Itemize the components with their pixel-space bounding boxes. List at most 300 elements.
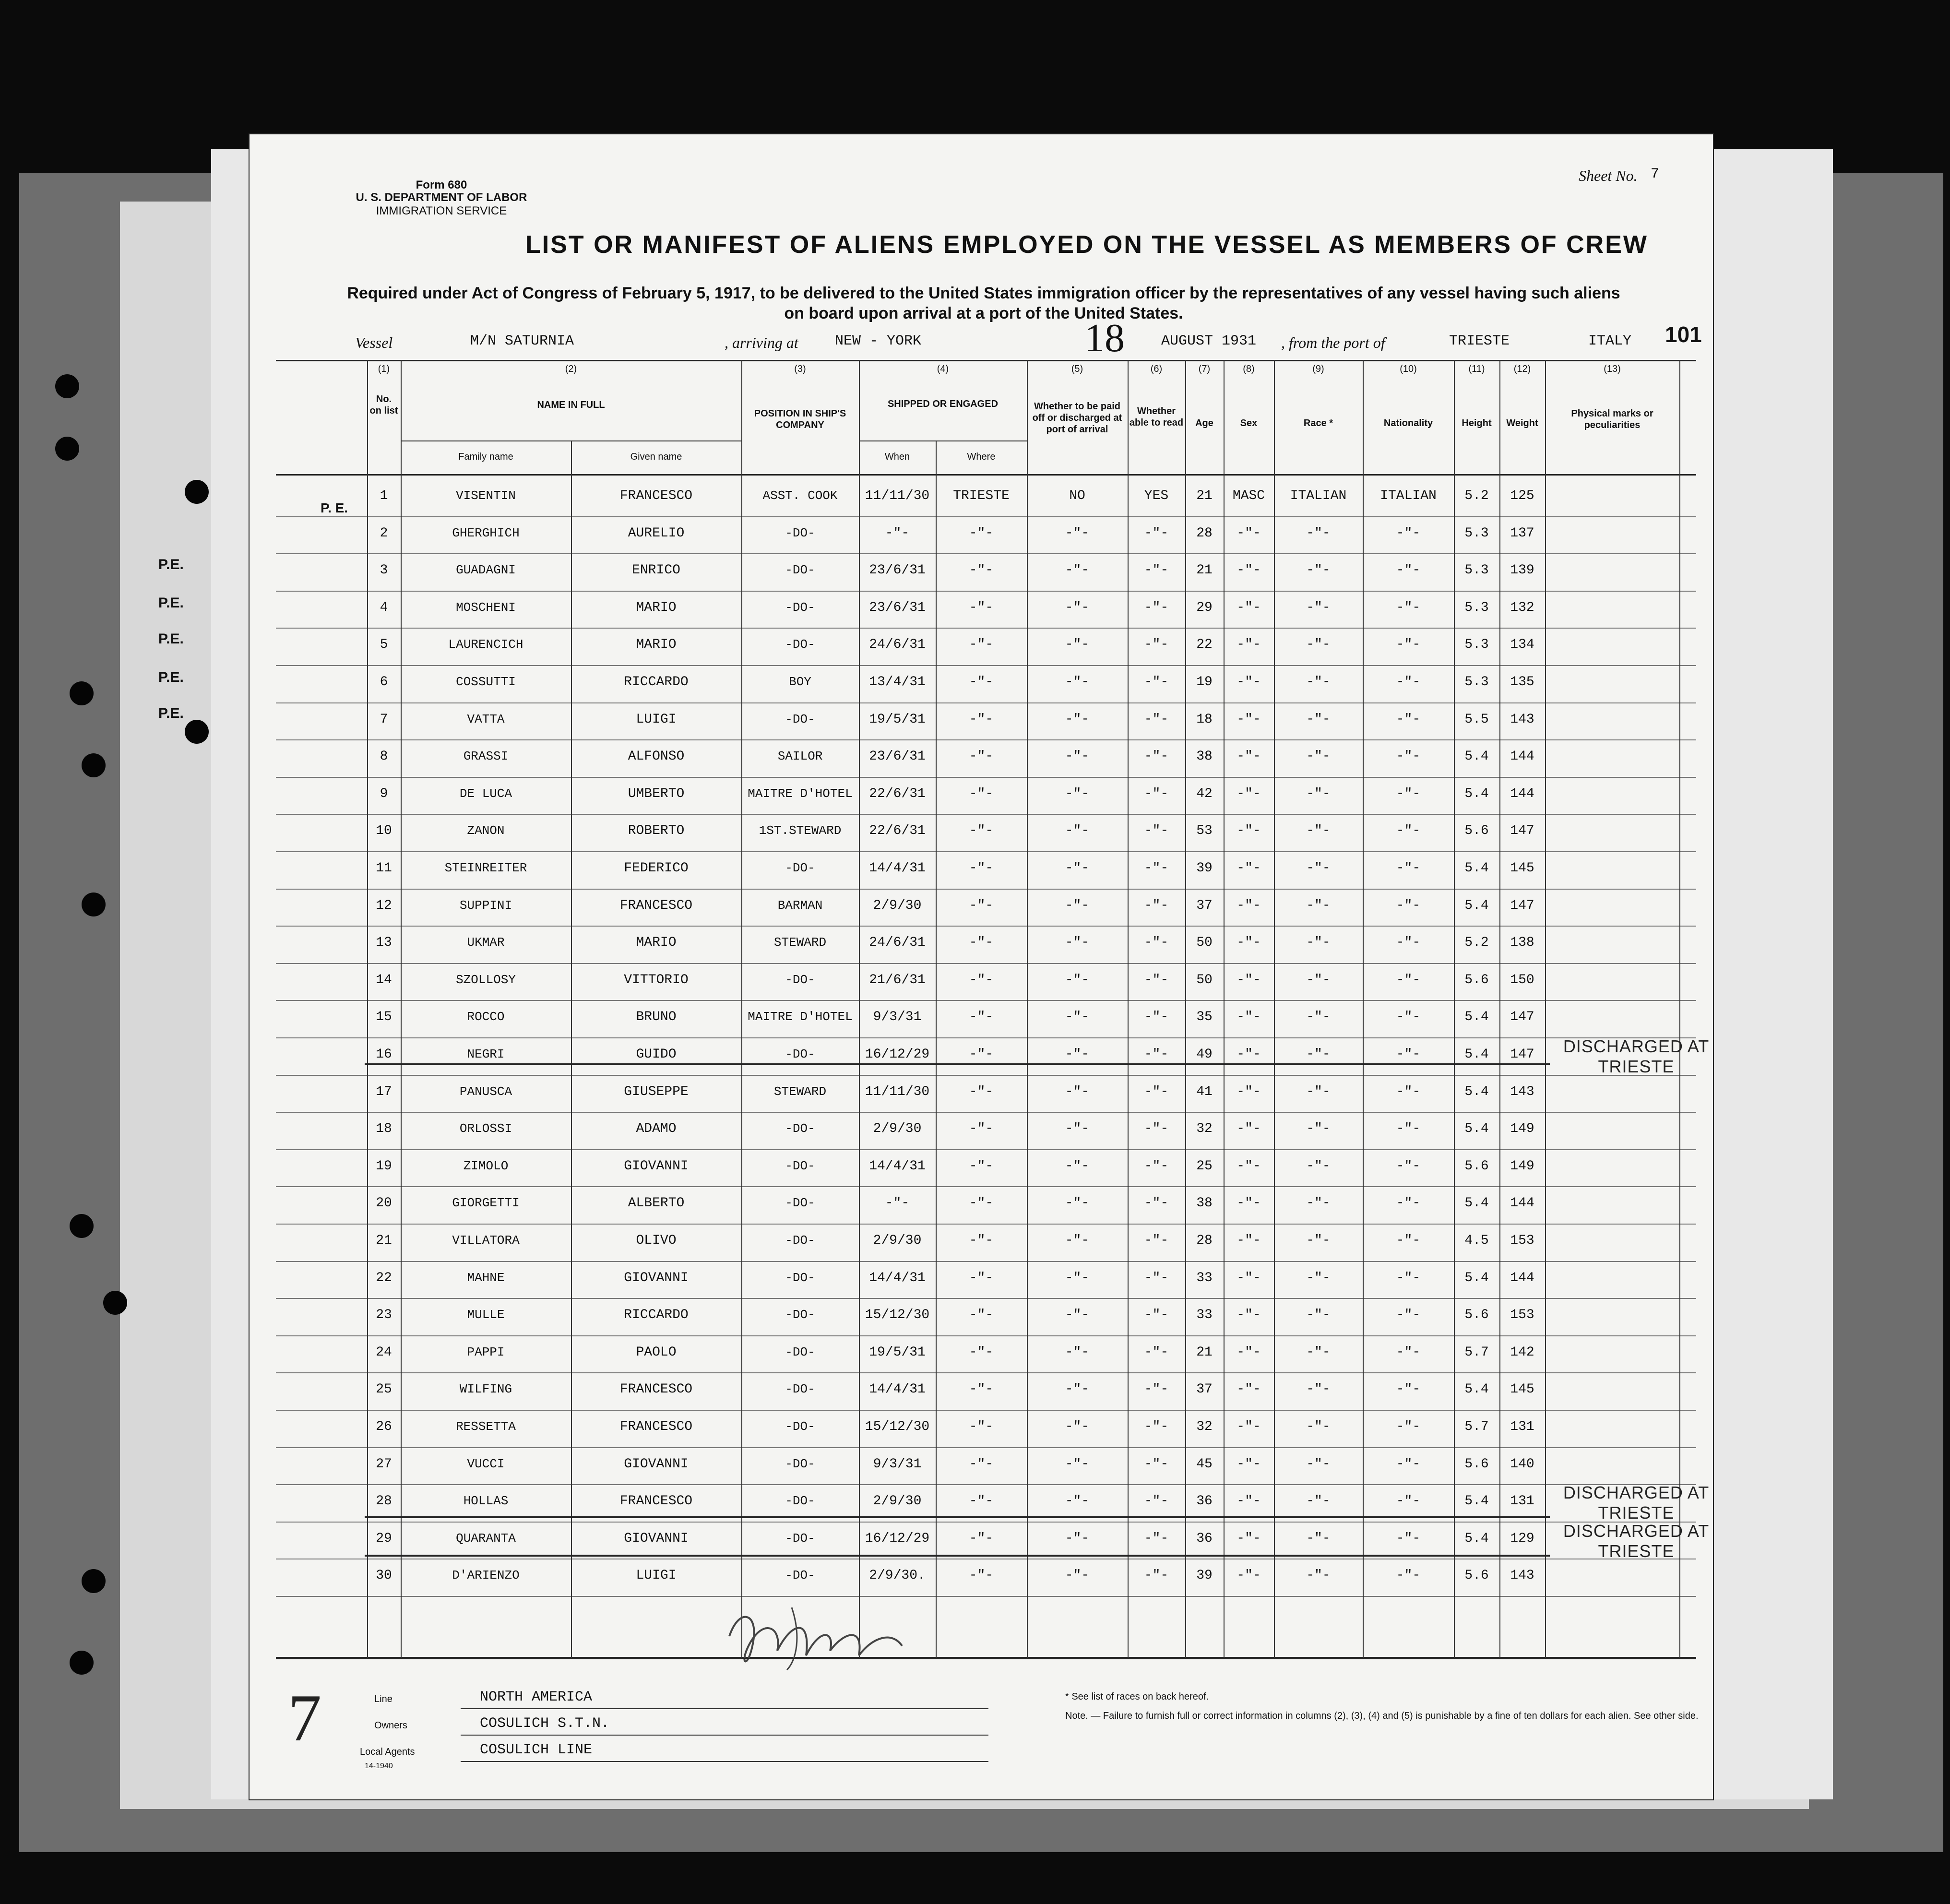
requirement-line-2: on board upon arrival at a port of the United States. bbox=[784, 304, 1183, 322]
line-label: Line bbox=[374, 1694, 392, 1704]
cell-paid: -"- bbox=[1065, 1270, 1090, 1285]
strike-line-row-28 bbox=[365, 1516, 1550, 1518]
cell-height: 5.3 bbox=[1464, 675, 1489, 690]
cell-height: 5.3 bbox=[1464, 600, 1489, 615]
cell-position: -DO- bbox=[785, 1382, 815, 1397]
cell-read: -"- bbox=[1144, 1568, 1169, 1583]
cell-position: -DO- bbox=[785, 525, 815, 540]
header-name-in-full: NAME IN FULL bbox=[537, 400, 605, 410]
cell-sex: -"- bbox=[1237, 1233, 1261, 1248]
cell-age: 21 bbox=[1196, 1345, 1213, 1360]
cell-family: SUPPINI bbox=[459, 898, 512, 913]
cell-no: 16 bbox=[376, 1047, 392, 1062]
cell-weight: 144 bbox=[1510, 749, 1534, 764]
cell-given: LUIGI bbox=[636, 1568, 677, 1583]
cell-age: 21 bbox=[1196, 563, 1213, 578]
cell-age: 37 bbox=[1196, 898, 1213, 913]
cell-no: 5 bbox=[380, 637, 388, 653]
cell-where: -"- bbox=[969, 1382, 994, 1397]
cell-position: STEWARD bbox=[773, 1084, 827, 1099]
cell-weight: 153 bbox=[1510, 1308, 1534, 1323]
cell-read: -"- bbox=[1144, 1233, 1169, 1248]
cell-age: 29 bbox=[1196, 600, 1213, 615]
cell-no: 11 bbox=[376, 861, 392, 876]
strike-line-row-29 bbox=[365, 1555, 1550, 1557]
cell-paid: -"- bbox=[1065, 563, 1090, 578]
cell-where: -"- bbox=[969, 600, 994, 615]
header-nationality: Nationality bbox=[1383, 418, 1433, 428]
cell-paid: -"- bbox=[1065, 600, 1090, 615]
pe-margin-mark: P.E. bbox=[158, 669, 184, 685]
cell-position: -DO- bbox=[785, 1308, 815, 1322]
cell-height: 4.5 bbox=[1464, 1233, 1489, 1248]
cell-nationality: -"- bbox=[1396, 1419, 1421, 1434]
cell-no: 8 bbox=[380, 749, 388, 764]
cell-height: 5.4 bbox=[1464, 749, 1489, 764]
cell-race: -"- bbox=[1306, 1345, 1331, 1360]
column-rule bbox=[1679, 360, 1680, 1658]
cell-read: -"- bbox=[1144, 563, 1169, 578]
cell-family: ROCCO bbox=[467, 1010, 505, 1024]
departure-country: ITALY bbox=[1588, 333, 1632, 349]
cell-position: -DO- bbox=[785, 1158, 815, 1173]
cell-weight: 143 bbox=[1510, 712, 1534, 727]
cell-position: -DO- bbox=[785, 1531, 815, 1546]
stamp-text: DISCHARGED AT bbox=[1563, 1521, 1710, 1541]
cell-race: -"- bbox=[1306, 600, 1331, 615]
cell-when: 13/4/31 bbox=[869, 675, 926, 690]
cell-given: RICCARDO bbox=[624, 675, 689, 690]
handwritten-margin-mark: 7 bbox=[288, 1681, 321, 1755]
col-number-10: (10) bbox=[1400, 364, 1417, 374]
cell-height: 5.6 bbox=[1464, 1158, 1489, 1174]
pe-margin-mark: P. E. bbox=[321, 500, 348, 515]
cell-when: 14/4/31 bbox=[869, 861, 926, 876]
cell-sex: -"- bbox=[1237, 1494, 1261, 1509]
cell-weight: 142 bbox=[1510, 1345, 1534, 1360]
cell-height: 5.4 bbox=[1464, 1270, 1489, 1285]
cell-given: FRANCESCO bbox=[619, 488, 693, 503]
cell-where: -"- bbox=[969, 1010, 994, 1025]
cell-paid: -"- bbox=[1065, 1233, 1090, 1248]
cell-age: 36 bbox=[1196, 1494, 1213, 1509]
cell-paid: -"- bbox=[1065, 712, 1090, 727]
cell-where: -"- bbox=[969, 898, 994, 913]
cell-paid: -"- bbox=[1065, 1121, 1090, 1137]
cell-where: -"- bbox=[969, 861, 994, 876]
column-rule bbox=[1027, 360, 1028, 1658]
pe-margin-mark: P.E. bbox=[158, 595, 184, 611]
cell-family: ORLOSSI bbox=[459, 1121, 512, 1136]
cell-race: -"- bbox=[1306, 1308, 1331, 1323]
cell-position: -DO- bbox=[785, 1568, 815, 1583]
cell-paid: -"- bbox=[1065, 1010, 1090, 1025]
cell-where: -"- bbox=[969, 1084, 994, 1099]
cell-family: RESSETTA bbox=[456, 1419, 516, 1434]
cell-read: -"- bbox=[1144, 1456, 1169, 1472]
cell-weight: 140 bbox=[1510, 1456, 1534, 1472]
cell-race: -"- bbox=[1306, 1121, 1331, 1137]
cell-sex: -"- bbox=[1237, 1456, 1261, 1472]
cell-when: 9/3/31 bbox=[873, 1456, 922, 1472]
cell-paid: -"- bbox=[1065, 637, 1090, 653]
cell-age: 25 bbox=[1196, 1158, 1213, 1174]
cell-weight: 129 bbox=[1510, 1531, 1534, 1546]
cell-given: FRANCESCO bbox=[619, 898, 693, 913]
cell-given: MARIO bbox=[636, 600, 677, 615]
cell-nationality: -"- bbox=[1396, 1196, 1421, 1211]
cell-race: -"- bbox=[1306, 1047, 1331, 1062]
cell-when: 11/11/30 bbox=[865, 488, 930, 503]
cell-given: ALFONSO bbox=[628, 749, 685, 764]
row-rule bbox=[276, 739, 1696, 740]
cell-when: -"- bbox=[885, 525, 910, 541]
cell-when: 21/6/31 bbox=[869, 972, 926, 988]
cell-given: FRANCESCO bbox=[619, 1494, 693, 1509]
cell-no: 22 bbox=[376, 1270, 392, 1285]
cell-sex: -"- bbox=[1237, 563, 1261, 578]
cell-age: 50 bbox=[1196, 972, 1213, 988]
column-rule bbox=[1274, 360, 1275, 1658]
cell-where: -"- bbox=[969, 1196, 994, 1211]
binder-hole bbox=[70, 681, 94, 705]
cell-nationality: -"- bbox=[1396, 1047, 1421, 1062]
cell-no: 6 bbox=[380, 675, 388, 690]
column-rule bbox=[859, 360, 860, 1658]
header-sex: Sex bbox=[1240, 418, 1258, 428]
cell-no: 9 bbox=[380, 786, 388, 801]
cell-no: 27 bbox=[376, 1456, 392, 1472]
cell-position: -DO- bbox=[785, 1494, 815, 1509]
cell-family: WILFING bbox=[459, 1382, 512, 1397]
cell-family: ZANON bbox=[467, 823, 505, 838]
stamp-text: TRIESTE bbox=[1598, 1503, 1675, 1523]
requirement-line-1: Required under Act of Congress of February 5, 1917, to be delivered to the United States immigration officer by the representatives of any vessel having such aliens bbox=[347, 284, 1620, 302]
cell-nationality: -"- bbox=[1396, 786, 1421, 801]
cell-given: RICCARDO bbox=[624, 1308, 689, 1323]
cell-weight: 131 bbox=[1510, 1494, 1534, 1509]
cell-age: 36 bbox=[1196, 1531, 1213, 1546]
cell-no: 1 bbox=[380, 488, 388, 503]
cell-read: -"- bbox=[1144, 749, 1169, 764]
row-rule bbox=[276, 1522, 1696, 1523]
cell-height: 5.5 bbox=[1464, 712, 1489, 727]
header-able-to-read: Whether able to read bbox=[1129, 406, 1184, 428]
cell-sex: -"- bbox=[1237, 1419, 1261, 1434]
cell-where: -"- bbox=[969, 1568, 994, 1583]
cell-paid: -"- bbox=[1065, 935, 1090, 951]
cell-paid: -"- bbox=[1065, 1196, 1090, 1211]
cell-height: 5.6 bbox=[1464, 1456, 1489, 1472]
cell-sex: -"- bbox=[1237, 861, 1261, 876]
cell-given: ALBERTO bbox=[628, 1196, 685, 1211]
cell-race: -"- bbox=[1306, 525, 1331, 541]
cell-sex: -"- bbox=[1237, 1531, 1261, 1546]
cell-read: -"- bbox=[1144, 861, 1169, 876]
cell-when: 14/4/31 bbox=[869, 1158, 926, 1174]
cell-position: -DO- bbox=[785, 1270, 815, 1285]
col-number-7: (7) bbox=[1198, 364, 1211, 374]
cell-nationality: -"- bbox=[1396, 1084, 1421, 1099]
row-rule bbox=[276, 1224, 1696, 1225]
cell-position: ASST. COOK bbox=[762, 488, 838, 503]
page-number: 101 bbox=[1665, 322, 1702, 347]
discharged-stamp bbox=[1559, 1483, 1713, 1523]
cell-position: -DO- bbox=[785, 1047, 815, 1061]
row-rule bbox=[276, 1298, 1696, 1299]
cell-where: -"- bbox=[969, 823, 994, 839]
header-family-name: Family name bbox=[458, 452, 513, 462]
cell-nationality: -"- bbox=[1396, 637, 1421, 653]
cell-weight: 147 bbox=[1510, 898, 1534, 913]
cell-weight: 135 bbox=[1510, 675, 1534, 690]
arrival-date: AUGUST 1931 bbox=[1161, 333, 1257, 349]
binder-hole bbox=[55, 374, 79, 398]
cell-given: GIOVANNI bbox=[624, 1456, 689, 1472]
cell-sex: -"- bbox=[1237, 1047, 1261, 1062]
cell-read: -"- bbox=[1144, 637, 1169, 653]
cell-read: -"- bbox=[1144, 1158, 1169, 1174]
owners-label: Owners bbox=[374, 1720, 407, 1731]
cell-given: MARIO bbox=[636, 935, 677, 951]
cell-race: ITALIAN bbox=[1290, 488, 1347, 503]
col-number-1: (1) bbox=[378, 364, 390, 374]
sheet-number-label: Sheet No. bbox=[1579, 167, 1638, 184]
cell-read: -"- bbox=[1144, 1047, 1169, 1062]
cell-weight: 143 bbox=[1510, 1084, 1534, 1099]
cell-where: -"- bbox=[969, 1270, 994, 1285]
cell-when: 14/4/31 bbox=[869, 1382, 926, 1397]
cell-family: VISENTIN bbox=[456, 488, 516, 503]
cell-when: 23/6/31 bbox=[869, 600, 926, 615]
row-rule bbox=[276, 1149, 1696, 1150]
cell-weight: 144 bbox=[1510, 1270, 1534, 1285]
column-rule bbox=[571, 441, 572, 1658]
cell-height: 5.4 bbox=[1464, 1084, 1489, 1099]
requirement-text bbox=[278, 283, 1689, 323]
cell-paid: -"- bbox=[1065, 1419, 1090, 1434]
cell-height: 5.7 bbox=[1464, 1345, 1489, 1360]
header-where: Where bbox=[967, 452, 996, 462]
cell-when: 16/12/29 bbox=[865, 1047, 930, 1062]
row-rule bbox=[276, 1261, 1696, 1262]
cell-height: 5.4 bbox=[1464, 1494, 1489, 1509]
cell-age: 39 bbox=[1196, 1568, 1213, 1583]
binder-hole bbox=[82, 753, 106, 777]
row-rule bbox=[276, 889, 1696, 890]
cell-position: BOY bbox=[789, 675, 811, 689]
cell-height: 5.6 bbox=[1464, 823, 1489, 839]
cell-when: 22/6/31 bbox=[869, 823, 926, 839]
cell-height: 5.3 bbox=[1464, 563, 1489, 578]
cell-age: 22 bbox=[1196, 637, 1213, 653]
binder-hole bbox=[82, 892, 106, 916]
cell-paid: -"- bbox=[1065, 1456, 1090, 1472]
col-number-2: (2) bbox=[565, 364, 577, 374]
cell-given: UMBERTO bbox=[628, 786, 685, 801]
cell-when: 9/3/31 bbox=[873, 1010, 922, 1025]
cell-age: 37 bbox=[1196, 1382, 1213, 1397]
cell-family: D'ARIENZO bbox=[452, 1568, 520, 1583]
cell-age: 28 bbox=[1196, 1233, 1213, 1248]
cell-nationality: -"- bbox=[1396, 861, 1421, 876]
cell-family: STEINREITER bbox=[444, 861, 527, 875]
col-number-11: (11) bbox=[1468, 364, 1485, 374]
cell-family: COSSUTTI bbox=[456, 675, 516, 689]
cell-paid: -"- bbox=[1065, 1308, 1090, 1323]
arriving-label: , arriving at bbox=[725, 334, 798, 351]
cell-family: VUCCI bbox=[467, 1456, 505, 1471]
cell-sex: -"- bbox=[1237, 823, 1261, 839]
cell-height: 5.2 bbox=[1464, 488, 1489, 503]
cell-when: 23/6/31 bbox=[869, 749, 926, 764]
cell-age: 18 bbox=[1196, 712, 1213, 727]
cell-where: -"- bbox=[969, 749, 994, 764]
cell-no: 18 bbox=[376, 1121, 392, 1137]
cell-age: 49 bbox=[1196, 1047, 1213, 1062]
cell-height: 5.2 bbox=[1464, 935, 1489, 951]
cell-when: 2/9/30. bbox=[869, 1568, 926, 1583]
cell-race: -"- bbox=[1306, 1158, 1331, 1174]
cell-race: -"- bbox=[1306, 972, 1331, 988]
cell-weight: 149 bbox=[1510, 1121, 1534, 1137]
cell-family: QUARANTA bbox=[456, 1531, 516, 1546]
column-rule bbox=[1499, 360, 1500, 1658]
row-rule bbox=[276, 963, 1696, 964]
cell-race: -"- bbox=[1306, 637, 1331, 653]
stamp-text: TRIESTE bbox=[1598, 1541, 1675, 1561]
cell-age: 38 bbox=[1196, 749, 1213, 764]
cell-no: 30 bbox=[376, 1568, 392, 1583]
cell-race: -"- bbox=[1306, 1233, 1331, 1248]
row-rule bbox=[276, 1335, 1696, 1336]
header-given-name: Given name bbox=[630, 452, 682, 462]
cell-paid: -"- bbox=[1065, 1084, 1090, 1099]
row-rule bbox=[276, 1000, 1696, 1001]
cell-race: -"- bbox=[1306, 1456, 1331, 1472]
header-physical-marks: Physical marks or peculiarities bbox=[1571, 408, 1653, 430]
cell-read: -"- bbox=[1144, 786, 1169, 801]
cell-race: -"- bbox=[1306, 1494, 1331, 1509]
cell-age: 21 bbox=[1196, 488, 1213, 503]
binder-hole bbox=[185, 480, 209, 504]
cell-position: -DO- bbox=[785, 1196, 815, 1211]
header-weight: Weight bbox=[1506, 418, 1538, 428]
cell-read: -"- bbox=[1144, 1419, 1169, 1434]
cell-given: GIOVANNI bbox=[624, 1270, 689, 1285]
header-age: Age bbox=[1195, 418, 1213, 428]
vessel-label: Vessel bbox=[355, 334, 393, 351]
header-position: POSITION IN SHIP'S COMPANY bbox=[754, 408, 846, 430]
agents-label: Local Agents bbox=[360, 1747, 415, 1757]
cell-height: 5.4 bbox=[1464, 786, 1489, 801]
cell-height: 5.4 bbox=[1464, 898, 1489, 913]
col-number-8: (8) bbox=[1243, 364, 1255, 374]
cell-nationality: -"- bbox=[1396, 935, 1421, 951]
form-number: Form 680 bbox=[416, 178, 467, 191]
cell-given: OLIVO bbox=[636, 1233, 677, 1248]
cell-when: 2/9/30 bbox=[873, 1233, 922, 1248]
stamp-text: DISCHARGED AT bbox=[1563, 1483, 1710, 1502]
cell-age: 32 bbox=[1196, 1121, 1213, 1137]
cell-sex: -"- bbox=[1237, 898, 1261, 913]
cell-paid: -"- bbox=[1065, 823, 1090, 839]
cell-sex: -"- bbox=[1237, 972, 1261, 988]
cell-position: -DO- bbox=[785, 1121, 815, 1136]
cell-height: 5.4 bbox=[1464, 1010, 1489, 1025]
sheet-number-value: 7 bbox=[1651, 166, 1660, 182]
cell-sex: -"- bbox=[1237, 675, 1261, 690]
row-rule bbox=[276, 814, 1696, 815]
cell-when: 19/5/31 bbox=[869, 1345, 926, 1360]
cell-where: -"- bbox=[969, 675, 994, 690]
cell-sex: -"- bbox=[1237, 786, 1261, 801]
footer-field-underline bbox=[461, 1735, 988, 1736]
cell-nationality: -"- bbox=[1396, 1010, 1421, 1025]
cell-sex: -"- bbox=[1237, 1121, 1261, 1137]
cell-nationality: -"- bbox=[1396, 1456, 1421, 1472]
col-number-13: (13) bbox=[1604, 364, 1621, 374]
cell-where: -"- bbox=[969, 1456, 994, 1472]
cell-weight: 147 bbox=[1510, 823, 1534, 839]
col-number-6: (6) bbox=[1150, 364, 1163, 374]
cell-paid: -"- bbox=[1065, 898, 1090, 913]
cell-paid: -"- bbox=[1065, 1345, 1090, 1360]
cell-where: -"- bbox=[969, 1345, 994, 1360]
row-rule bbox=[276, 1410, 1696, 1411]
cell-family: DE LUCA bbox=[459, 786, 512, 801]
cell-where: -"- bbox=[969, 1158, 994, 1174]
cell-nationality: -"- bbox=[1396, 972, 1421, 988]
cell-sex: MASC bbox=[1232, 488, 1265, 503]
cell-weight: 153 bbox=[1510, 1233, 1534, 1248]
cell-nationality: -"- bbox=[1396, 1494, 1421, 1509]
cell-when: 2/9/30 bbox=[873, 1121, 922, 1137]
cell-height: 5.6 bbox=[1464, 1568, 1489, 1583]
cell-sex: -"- bbox=[1237, 600, 1261, 615]
row-rule bbox=[276, 516, 1696, 517]
cell-weight: 149 bbox=[1510, 1158, 1534, 1174]
cell-family: GUADAGNI bbox=[456, 563, 516, 578]
cell-where: -"- bbox=[969, 1233, 994, 1248]
cell-weight: 139 bbox=[1510, 563, 1534, 578]
column-rule bbox=[401, 360, 402, 1658]
cell-given: FEDERICO bbox=[624, 861, 689, 876]
cell-when: 11/11/30 bbox=[865, 1084, 930, 1099]
cell-read: -"- bbox=[1144, 1494, 1169, 1509]
header-no-on-list: No. on list bbox=[369, 394, 398, 416]
cell-where: -"- bbox=[969, 935, 994, 951]
cell-read: -"- bbox=[1144, 972, 1169, 988]
row-rule bbox=[276, 553, 1696, 554]
cell-sex: -"- bbox=[1237, 525, 1261, 541]
cell-read: -"- bbox=[1144, 675, 1169, 690]
cell-when: 2/9/30 bbox=[873, 898, 922, 913]
cell-given: MARIO bbox=[636, 637, 677, 653]
cell-position: -DO- bbox=[785, 563, 815, 578]
cell-height: 5.4 bbox=[1464, 1121, 1489, 1137]
cell-paid: -"- bbox=[1065, 1047, 1090, 1062]
cell-weight: 145 bbox=[1510, 861, 1534, 876]
row-rule bbox=[276, 1484, 1696, 1485]
cell-race: -"- bbox=[1306, 823, 1331, 839]
cell-no: 20 bbox=[376, 1196, 392, 1211]
cell-family: PANUSCA bbox=[459, 1084, 512, 1099]
cell-position: -DO- bbox=[785, 712, 815, 726]
col-number-12: (12) bbox=[1513, 364, 1531, 374]
cell-paid: NO bbox=[1069, 488, 1085, 503]
cell-read: -"- bbox=[1144, 898, 1169, 913]
